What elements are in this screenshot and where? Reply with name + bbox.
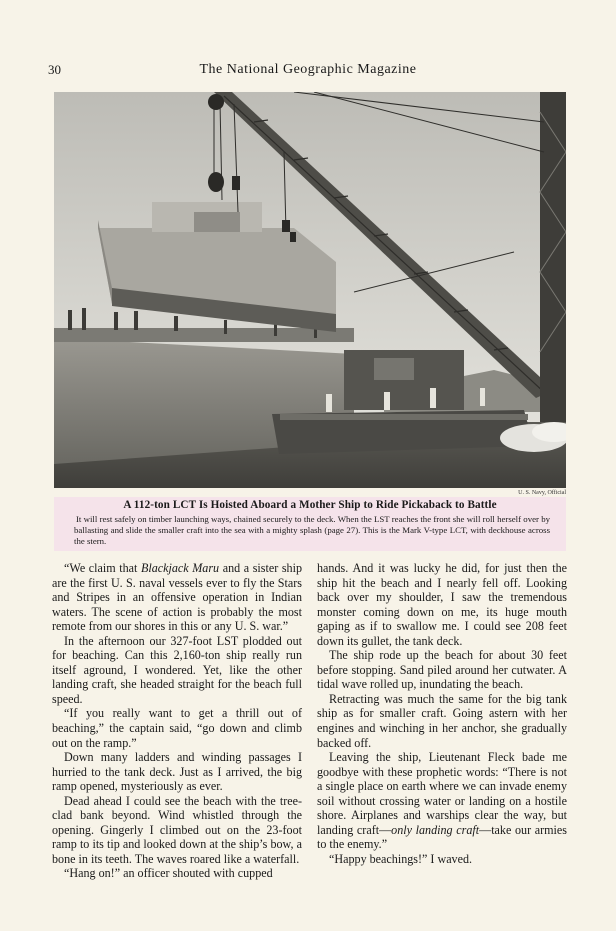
ship-name: Blackjack Maru <box>140 561 220 575</box>
paragraph-text: —take our armies to the enemy.” <box>317 822 567 852</box>
paragraph: “Hang on!” an officer shouted with cupped <box>64 866 273 881</box>
paragraph: The ship rode up the beach for about 30 feet before stopping. Sand piled around her cutwater. A tidal wave rolled up, inundating the beach. <box>317 648 567 692</box>
caption-box <box>54 497 566 551</box>
paragraph: Dead ahead I could see the beach with the tree-clad bank beyond. Wind whistled through the opening. Gingerly I climbed out on the 23-foot ramp to its tip and looked down at the ship’s bow, a bone in its teeth. The waves roared like a waterfall. <box>52 793 302 866</box>
paragraph: “If you really want to get a thrill out of beaching,” the captain said, “go down and climb out on the ramp.” <box>52 706 302 750</box>
running-title: The National Geographic Magazine <box>199 62 417 77</box>
paragraph: hands. And it was lucky he did, for just then the ship hit the beach and I nearly fell off. Looking back over my shoulder, I saw the tremendous monster coming down on me, its huge mouth gaping as if to swallow me. I could see 208 feet down its gullet, the tank deck. <box>317 561 567 648</box>
photo-lct-hoisted <box>54 92 566 488</box>
left-column <box>52 561 302 881</box>
paragraph: Down many ladders and winding passages I hurried to the tank deck. Just as I arrived, the big ramp opened, mysteriously as ever. <box>52 750 302 794</box>
photo-credit: U. S. Navy, Official <box>518 490 566 496</box>
emphasis-text: only landing craft <box>391 822 480 837</box>
paragraph: Retracting was much the same for the big tank ship as for smaller craft. Going astern with her engines and winching in her anchor, she gradually backed off. <box>317 691 567 750</box>
page-header <box>48 62 568 82</box>
paragraph-text: Leaving the ship, Lieutenant Fleck bade me goodbye with these prophetic words: “There is not a single place on earth where we can invade enemy soil without crossing water or landing on a hostile shore. Airplanes and warships clear the way, but landing craft— <box>317 750 567 837</box>
right-column <box>317 561 567 866</box>
caption-text: It will rest safely on timber launching ways, chained securely to the deck. When the LST reaches the front she will roll herself over by ballasting and slide the smaller craft into the sea with a mighty splash (page 27). This is the Mark V-type LCT, with deckhouse across the stern. <box>74 514 550 546</box>
paragraph: In the afternoon our 327-foot LST plodded out for beaching. Can this 2,160-ton ship really run itself aground, I wondered. Yet, like the other landing craft, she headed straight for the beach full speed. <box>52 633 302 706</box>
page-number: 30 <box>48 62 61 77</box>
paragraph-text: and a sister ship are the first U. S. naval vessels ever to fly the Stars and Stripes in an offensive operation in Indian waters. The scene of action is probably the most remote from our shores in this or any U. S. war.” <box>52 561 302 634</box>
paragraph-text: “We claim that <box>64 561 141 575</box>
paragraph <box>52 561 302 634</box>
paragraph: “Happy beachings!” I waved. <box>329 851 473 866</box>
paragraph <box>317 750 567 852</box>
caption-title: A 112-ton LCT Is Hoisted Aboard a Mother Ship to Ride Pickaback to Battle <box>123 499 497 511</box>
lct-crane-photo-icon <box>54 92 566 488</box>
